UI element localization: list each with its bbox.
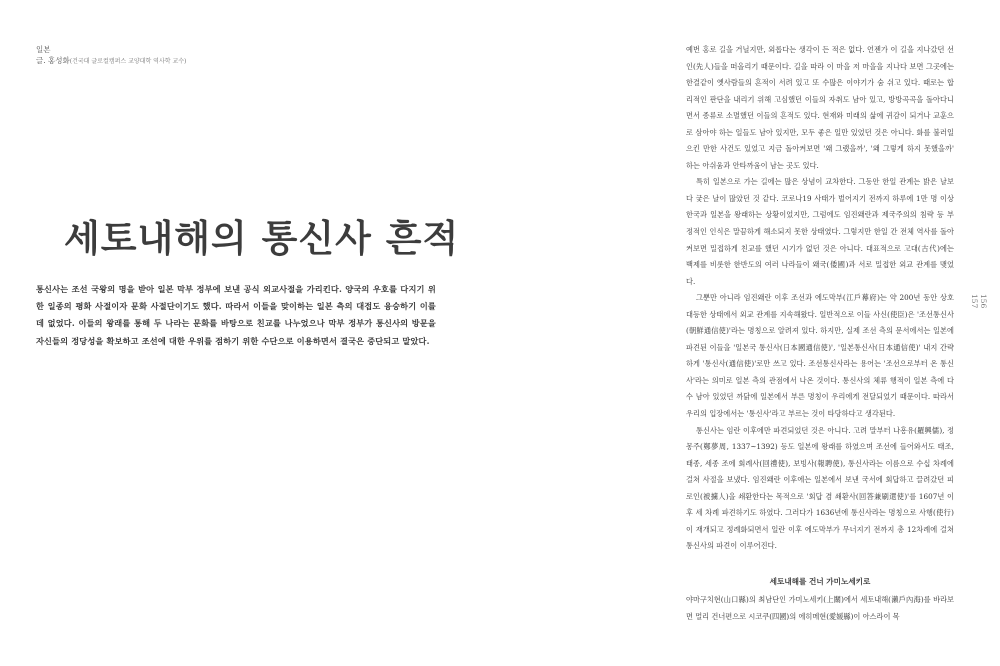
body-paragraph: 그뿐만 아니라 임진왜란 이후 조선과 에도막부(江戶幕府)는 약 200년 동안 상호 대등한 상태에서 외교 관계를 지속해왔다. 일반적으로 이들 사신(使臣)은 '조선통신사(朝鮮通信使)'라는 명칭으로 알려져 있다. 하지만, 실제 조선 측의 문서에서는 일본에 파견된 이들을 '일본국 통신사(日本國通信使)', '일본통신사(日本通信使)' 내지 간략하게 '통신사(通信使)'로만 쓰고 있다. 조선통신사라는 용어는 '조선으로부터 온 통신사'라는 의미로 일본 측의 관점에서 나온 것이다. 통신사의 체류 행적이 일본 측에 다수 남아 있었던 까닭에 일본에서 부른 명칭이 우리에게 전달되었기 때문이다. 따라서 우리의 입장에서는 '통신사'라고 부르는 것이 타당하다고 생각된다. (686, 293, 954, 419)
author-name: 글. 홍성화 (36, 56, 70, 65)
body-paragraph: 특히 일본으로 가는 길에는 많은 상념이 교차한다. 그동안 한일 관계는 밝은 날보다 궂은 날이 많았던 것 같다. 코로나19 사태가 벌어지기 전까지 하루에 1만 명 이상 한국과 일본을 왕래하는 상황이었지만, 그럼에도 임진왜란과 제국주의의 침략 등 부정적인 인식은 말끔하게 해소되지 못한 상태였다. 그렇지만 한일 간 전체 역사를 돌아켜보면 밀접하게 친교를 했던 시기가 없던 것은 아니다. 대표적으로 고대(古代)에는 백제를 비롯한 한반도의 여러 나라들이 왜국(倭國)과 서로 밀접한 외교 관계를 맺었다. (686, 177, 954, 286)
author-note: (건국대 글로컬캠퍼스 교양대학 역사학 교수) (69, 58, 187, 65)
author-line (36, 55, 186, 67)
tail-paragraph: 야마구치현(山口縣)의 최남단인 가미노세키(上關)에서 세토내해(瀨戶內海)를 바라보면 멀리 건너편으로 시코쿠(四國)의 에히메현(愛媛縣)이 아스라이 목 (686, 595, 954, 621)
page-numbers (970, 294, 988, 320)
intro-block (36, 281, 436, 350)
section-subheading: 세토내해를 건너 가미노세키로 (769, 577, 871, 586)
body-paragraph: 예번 홍로 길을 거닐지만, 외롭다는 생각이 든 적은 없다. 언젠가 이 길을 지나갔던 선인(先人)들을 떠올리기 때문이다. 길을 따라 이 마을 저 마을을 지나다 보면 그곳에는 한결같이 옛사람들의 흔적이 서려 있고 또 수많은 이야기가 숨 쉬고 있다. 때로는 합리적인 판단을 내리기 위해 고심했던 이들의 자취도 남아 있고, 방방곡곡을 돌아다니면서 종류로 소멸했던 이들의 흔적도 있다. 현재와 미래의 삶에 귀감이 되거나 교훈으로 삼아야 하는 일들도 남아 있지만, 모두 좋은 일만 있었던 것은 아니다. 화를 불러일으킨 만한 사건도 있었고 지금 돌아켜보면 '왜 그랬을까', '왜 그렇게 하지 못했을까' 하는 아쉬움과 안타까움이 남는 곳도 있다. (686, 45, 954, 170)
article-meta (36, 44, 186, 67)
page-number-right: 157 (970, 294, 979, 309)
tail-column (686, 592, 954, 625)
section-label: 일본 (36, 45, 51, 54)
body-column (686, 42, 954, 555)
body-paragraph: 통신사는 임란 이후에만 파견되었던 것은 아니다. 고려 말부터 나흥유(羅興儒), 정몽주(鄭夢周, 1337~1392) 등도 일본에 왕래를 하였으며 조선에 들어와서도 태조, 태종, 세종 조에 회례사(回禮使), 보빙사(報聘使), 통신사라는 이름으로 수십 차례에 걸쳐 사절을 보냈다. 임진왜란 이후에는 일본에서 보낸 국서에 회답하고 끌려갔던 피로인(被擄人)을 쇄환한다는 목적으로 '회답 겸 쇄환사(回答兼刷還使)'를 1607년 이후 세 차례 파견하기도 하였다. 그러다가 1636년에 통신사라는 명칭으로 사행(使行)이 재개되고 정례화되면서 일란 이후 에도막부가 무너지기 전까지 총 12차례에 걸쳐 통신사의 파견이 이루어진다. (686, 425, 954, 551)
article-title: 세토내해의 통신사 흔적 (64, 217, 460, 260)
intro-paragraph: 통신사는 조선 국왕의 명을 받아 일본 막부 정부에 보낸 공식 외교사절을 가리킨다. 양국의 우호를 다지기 위한 일종의 평화 사절이자 문화 사절단이기도 했다. 따라서 이들을 맞이하는 일본 측의 대접도 융숭하기 이를 데 없었다. 이들의 왕래를 통해 두 나라는 문화를 바탕으로 친교를 나누었으나 막부 정부가 통신사의 방문을 자신들의 정당성을 확보하고 조선에 대한 우위를 점하기 위한 수단으로 이용하면서 결국은 중단되고 말았다. (36, 284, 436, 346)
page-number-left: 156 (979, 294, 988, 309)
